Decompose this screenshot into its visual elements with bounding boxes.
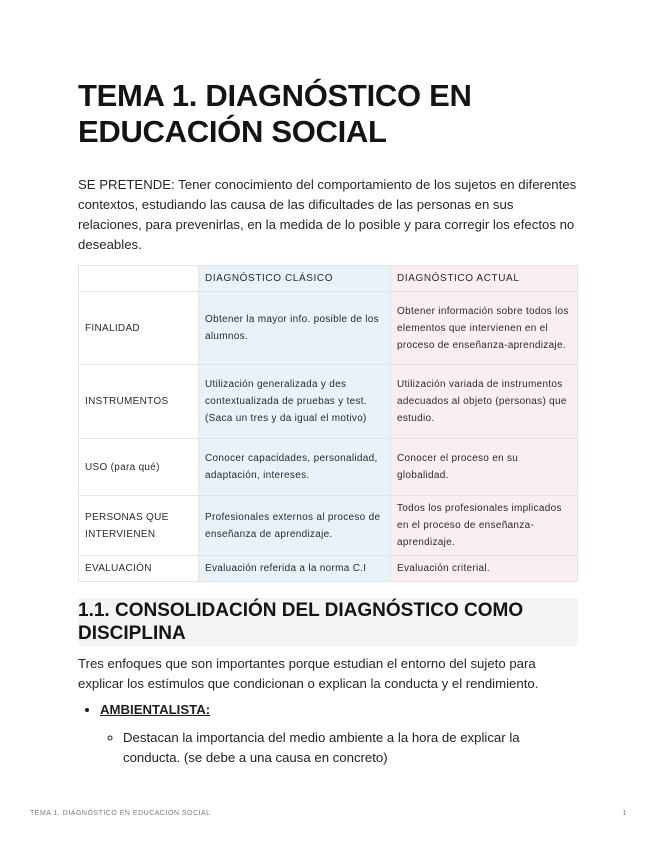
table-row <box>79 292 578 365</box>
cell-clasico: Evaluación referida a la norma C.I <box>199 556 391 582</box>
list-item: ◦ Destacan la importancia del medio ambiente a la hora de explicar la conducta. (se debe a una causa en concreto) <box>123 728 578 768</box>
table-header-row <box>79 266 578 292</box>
footer-title: TEMA 1. DIAGNÓSTICO EN EDUCACIÓN SOCIAL <box>30 810 211 817</box>
page-content <box>78 78 578 768</box>
row-label: INSTRUMENTOS <box>79 365 199 439</box>
table-header-cell: DIAGNÓSTICO ACTUAL <box>391 266 578 292</box>
page-footer <box>30 810 627 817</box>
sub-bullet-list <box>100 728 578 768</box>
intro-paragraph: SE PRETENDE: Tener conocimiento del comportamiento de los sujetos en diferentes contextos, estudiando las causa de las dificultades de las personas en sus relaciones, para prevenirlas, en la medida de lo posible y para corregir los efectos no deseables. <box>78 177 577 252</box>
page-number: 1 <box>622 810 627 817</box>
comparison-table <box>78 265 578 582</box>
cell-clasico: Conocer capacidades, personalidad, adaptación, intereses. <box>199 439 391 496</box>
bullet-ambientalista: AMBIENTALISTA: <box>100 702 211 717</box>
cell-actual: Evaluación criterial. <box>391 556 578 582</box>
table-header-cell: DIAGNÓSTICO CLÁSICO <box>199 266 391 292</box>
page-title: TEMA 1. DIAGNÓSTICO EN EDUCACIÓN SOCIAL <box>78 78 472 149</box>
row-label: FINALIDAD <box>79 292 199 365</box>
cell-actual: Todos los profesionales implicados en el proceso de enseñanza-aprendizaje. <box>391 496 578 556</box>
row-label: EVALUACIÓN <box>79 556 199 582</box>
cell-actual: Conocer el proceso en su globalidad. <box>391 439 578 496</box>
cell-actual: Obtener información sobre todos los elementos que intervienen en el proceso de enseñanza-aprendizaje. <box>391 292 578 365</box>
cell-clasico: Utilización generalizada y des contextualizada de pruebas y test. (Saca un tres y da igual el motivo) <box>199 365 391 439</box>
cell-actual: Utilización variada de instrumentos adecuados al objeto (personas) que estudio. <box>391 365 578 439</box>
table-header-cell <box>79 266 199 292</box>
table-row <box>79 496 578 556</box>
section-paragraph: Tres enfoques que son importantes porque estudian el entorno del sujeto para explicar los estímulos que condicionan o explican la conducta y el rendimiento. <box>78 656 539 691</box>
cell-clasico: Obtener la mayor info. posible de los alumnos. <box>199 292 391 365</box>
list-item <box>100 700 578 768</box>
row-label: PERSONAS QUE INTERVIENEN <box>79 496 199 556</box>
table-row <box>79 556 578 582</box>
bullet-list <box>78 700 578 768</box>
section-heading: 1.1. CONSOLIDACIÓN DEL DIAGNÓSTICO COMO DISCIPLINA <box>78 598 578 646</box>
table-row <box>79 439 578 496</box>
cell-clasico: Profesionales externos al proceso de enseñanza de aprendizaje. <box>199 496 391 556</box>
row-label: USO (para qué) <box>79 439 199 496</box>
table-row <box>79 365 578 439</box>
